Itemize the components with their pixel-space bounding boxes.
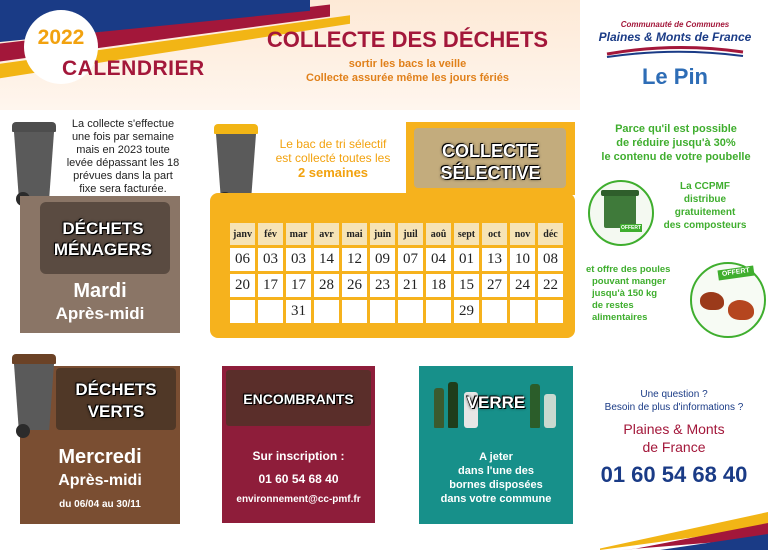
- date-cell: 01: [454, 248, 479, 271]
- date-cell: 12: [342, 248, 367, 271]
- selective-note: Le bac de tri sélectif est collecté toutes les 2 semaines: [275, 137, 391, 180]
- date-cell: 26: [342, 274, 367, 297]
- selective-title-2: SÉLECTIVE: [440, 163, 541, 183]
- menagers-day: Mardi: [73, 280, 127, 302]
- month-cell: nov: [510, 223, 535, 245]
- verts-day: Mercredi: [58, 446, 142, 468]
- encombrants-title: ENCOMBRANTS: [243, 391, 354, 407]
- date-cell: 27: [482, 274, 507, 297]
- month-cell: mar: [286, 223, 311, 245]
- date-cell: 22: [538, 274, 563, 297]
- date-cell: [230, 300, 255, 323]
- calendar-label: CALENDRIER: [62, 57, 205, 80]
- grey-bin-icon: [10, 118, 60, 208]
- verts-time: Après-midi: [58, 472, 142, 489]
- date-cell: 18: [426, 274, 451, 297]
- logo-swoosh-icon: [605, 44, 745, 58]
- calendar-row-3: [230, 300, 563, 323]
- collection-calendar: [227, 220, 566, 326]
- month-cell: oct: [482, 223, 507, 245]
- date-cell: [314, 300, 339, 323]
- calendar-row-1: [230, 248, 563, 271]
- date-cell: 04: [426, 248, 451, 271]
- year-label: 2022: [37, 26, 85, 49]
- calendar-row-2: [230, 274, 563, 297]
- verre-title: VERRE: [466, 393, 526, 412]
- menagers-time: Après-midi: [55, 304, 145, 323]
- month-cell: janv: [230, 223, 255, 245]
- brown-lid-bin-icon: [10, 350, 60, 440]
- verts-title-1: DÉCHETS: [75, 380, 157, 399]
- date-cell: 10: [510, 248, 535, 271]
- date-cell: 17: [258, 274, 283, 297]
- verts-range: du 06/04 au 30/11: [59, 499, 141, 510]
- month-cell: avr: [314, 223, 339, 245]
- date-cell: [342, 300, 367, 323]
- date-cell: 15: [454, 274, 479, 297]
- date-cell: [482, 300, 507, 323]
- date-cell: 08: [538, 248, 563, 271]
- subtitle-2: Collecte assurée même les jours fériés: [306, 72, 509, 84]
- menagers-title-2: MÉNAGERS: [53, 240, 153, 259]
- month-cell: mai: [342, 223, 367, 245]
- date-cell: [370, 300, 395, 323]
- menagers-note: La collecte s'effectue une fois par semaine mais en 2023 toute levée dépassant les 18 prévues dans la part fixe sera facturée.: [66, 118, 180, 195]
- date-cell: 07: [398, 248, 423, 271]
- date-cell: 03: [258, 248, 283, 271]
- date-cell: [510, 300, 535, 323]
- contact-question: Une question ? Besoin de plus d'informations ?: [604, 389, 744, 413]
- date-cell: 13: [482, 248, 507, 271]
- verre-text: A jeter dans l'une des bornes disposées dans votre commune: [440, 451, 552, 505]
- contact-org: Plaines & Monts de France: [623, 421, 725, 455]
- composter-text: La CCPMF distribue gratuitement des composteurs: [663, 181, 747, 231]
- logo-line-2: Plaines & Monts de France: [598, 30, 752, 44]
- date-cell: 31: [286, 300, 311, 323]
- calendar-months-row: [230, 223, 563, 245]
- month-cell: juin: [370, 223, 395, 245]
- encombrants-phone: 01 60 54 68 40: [258, 472, 339, 486]
- date-cell: 14: [314, 248, 339, 271]
- date-cell: [426, 300, 451, 323]
- verts-title-2: VERTS: [87, 402, 145, 421]
- encombrants-email[interactable]: environnement@cc-pmf.fr: [236, 494, 361, 505]
- encombrants-registration: Sur inscription :: [252, 449, 345, 463]
- menagers-title-1: DÉCHETS: [62, 219, 144, 238]
- month-cell: aoû: [426, 223, 451, 245]
- hens-text: et offre des poules pouvant manger jusqu'à 150 kg de restes alimentaires: [586, 264, 671, 323]
- page-title: COLLECTE DES DÉCHETS: [266, 27, 549, 52]
- date-cell: 23: [370, 274, 395, 297]
- date-cell: 20: [230, 274, 255, 297]
- date-cell: 21: [398, 274, 423, 297]
- month-cell: fév: [258, 223, 283, 245]
- date-cell: [258, 300, 283, 323]
- date-cell: [398, 300, 423, 323]
- date-cell: [538, 300, 563, 323]
- month-cell: sept: [454, 223, 479, 245]
- selective-title-1: COLLECTE: [442, 141, 539, 161]
- hens-icon: OFFERT: [690, 262, 766, 338]
- town-name: Le Pin: [641, 64, 708, 89]
- date-cell: 06: [230, 248, 255, 271]
- date-cell: 28: [314, 274, 339, 297]
- composter-icon: OFFERT: [588, 180, 654, 246]
- subtitle-1: sortir les bacs la veille: [348, 58, 467, 70]
- date-cell: 09: [370, 248, 395, 271]
- month-cell: juil: [398, 223, 423, 245]
- contact-phone[interactable]: 01 60 54 68 40: [600, 462, 748, 487]
- date-cell: 24: [510, 274, 535, 297]
- date-cell: 17: [286, 274, 311, 297]
- date-cell: 29: [454, 300, 479, 323]
- date-cell: 03: [286, 248, 311, 271]
- reduce-waste-text: Parce qu'il est possible de réduire jusqu'à 30% le contenu de votre poubelle: [601, 123, 751, 163]
- month-cell: déc: [538, 223, 563, 245]
- logo-line-1: Communauté de Communes: [620, 20, 730, 29]
